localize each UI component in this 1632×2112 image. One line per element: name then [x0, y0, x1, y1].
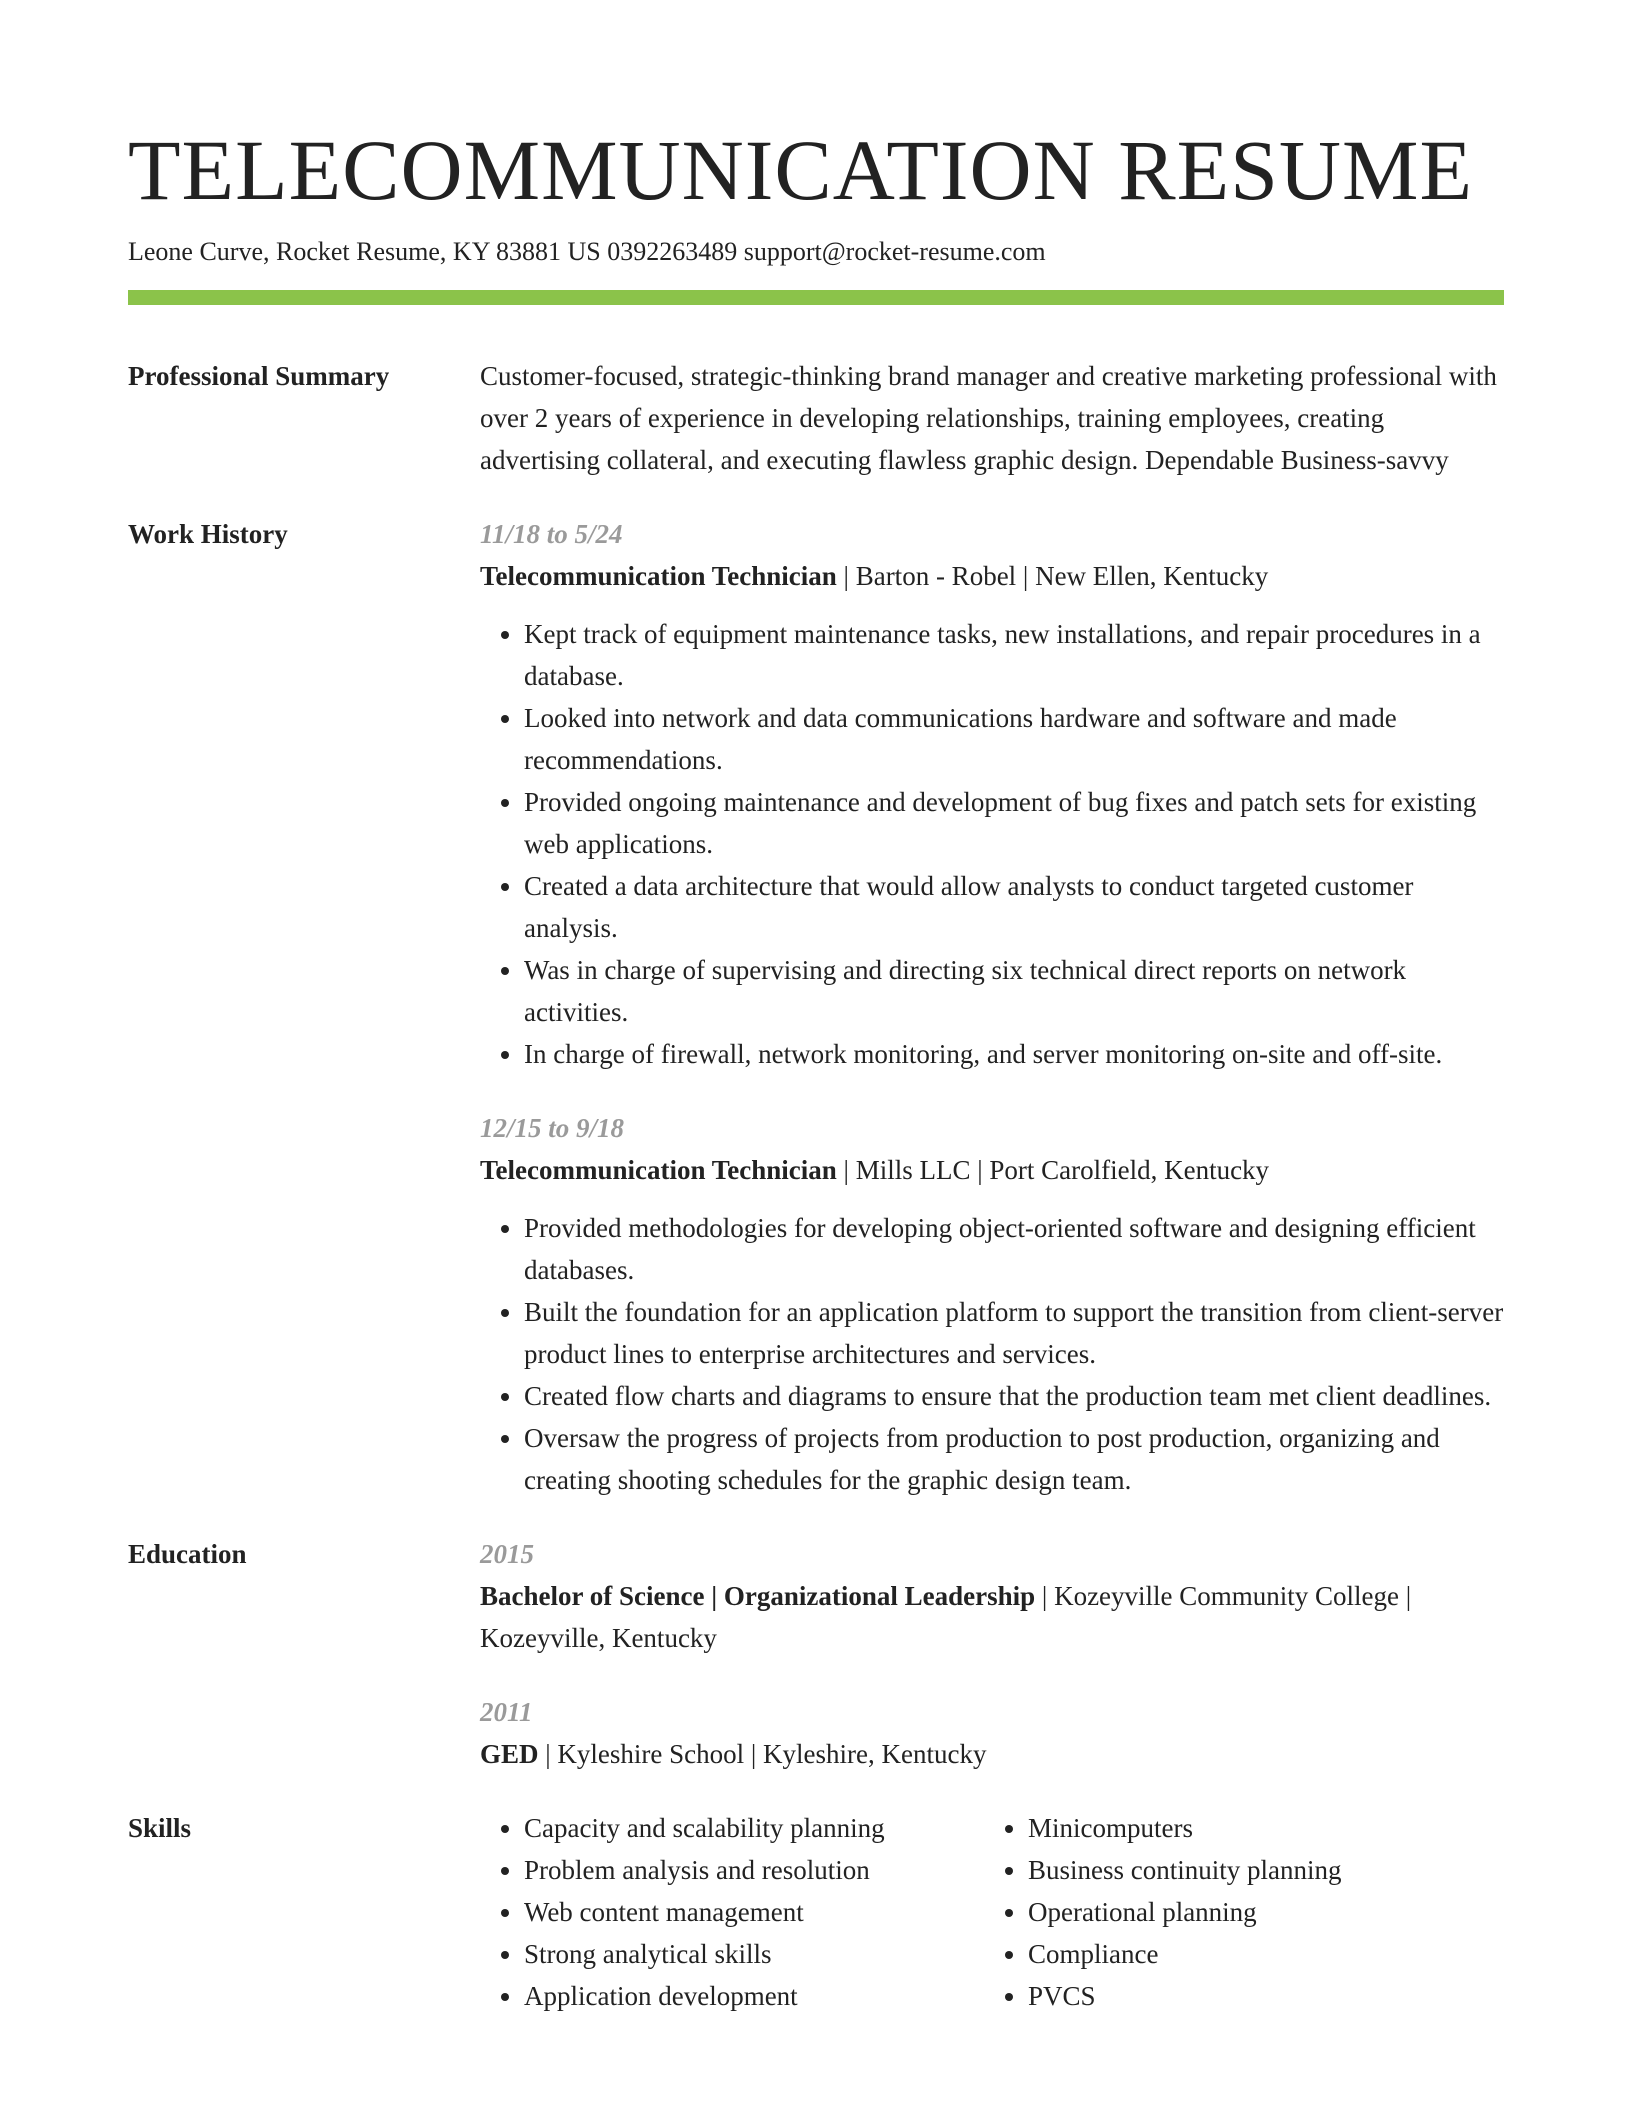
job-title-line — [480, 1149, 1504, 1191]
education-year: 2015 — [480, 1539, 534, 1569]
job-dates: 12/15 to 9/18 — [480, 1113, 625, 1143]
job-bullet: • Oversaw the progress of projects from production to post production, organizing and creating shooting schedules for the graphic design team. — [524, 1417, 1504, 1501]
education-line — [480, 1575, 1504, 1659]
summary-section — [128, 355, 1504, 481]
job-title: Telecommunication Technician — [480, 561, 837, 591]
resume-page — [128, 0, 1504, 2017]
skill-item: • Compliance — [1028, 1933, 1504, 1975]
skill-item: • Application development — [524, 1975, 984, 2017]
job-dates: 11/18 to 5/24 — [480, 519, 623, 549]
section-label-education: Education — [128, 1539, 247, 1569]
skill-item: • Strong analytical skills — [524, 1933, 984, 1975]
job-bullet: • Looked into network and data communications hardware and software and made recommendations. — [524, 697, 1504, 781]
work-history-section — [128, 513, 1504, 1501]
skill-item: • PVCS — [1028, 1975, 1504, 2017]
section-label-work-history: Work History — [128, 519, 288, 549]
section-label-skills: Skills — [128, 1813, 192, 1843]
skill-item: • Problem analysis and resolution — [524, 1849, 984, 1891]
skills-list-left — [480, 1807, 984, 2017]
job-details: | Mills LLC | Port Carolfield, Kentucky — [836, 1155, 1270, 1185]
job-title-line — [480, 555, 1504, 597]
job-details: | Barton - Robel | New Ellen, Kentucky — [836, 561, 1269, 591]
education-details: | Kyleshire School | Kyleshire, Kentucky — [538, 1739, 987, 1769]
education-entry — [480, 1691, 1504, 1775]
skills-columns — [480, 1807, 1504, 2017]
education-degree: Bachelor of Science | Organizational Leadership — [480, 1581, 1036, 1611]
job-bullet: • Created flow charts and diagrams to ensure that the production team met client deadlines. — [524, 1375, 1504, 1417]
job-bullet: • Built the foundation for an application platform to support the transition from client-server product lines to enterprise architectures and services. — [524, 1291, 1504, 1375]
education-details: | Kozeyville Community College | Kozeyville, Kentucky — [480, 1581, 1412, 1653]
job-bullets — [480, 1207, 1504, 1501]
section-label-summary: Professional Summary — [128, 361, 390, 391]
job-title: Telecommunication Technician — [480, 1155, 837, 1185]
skills-section — [128, 1807, 1504, 2017]
skill-item: • Web content management — [524, 1891, 984, 1933]
education-year: 2011 — [480, 1697, 533, 1727]
skill-item: • Capacity and scalability planning — [524, 1807, 984, 1849]
skill-item: • Business continuity planning — [1028, 1849, 1504, 1891]
education-entry — [480, 1533, 1504, 1659]
skills-list-right — [984, 1807, 1504, 2017]
job-bullets — [480, 613, 1504, 1075]
contact-line: Leone Curve, Rocket Resume, KY 83881 US 0392263489 support@rocket-resume.com — [128, 237, 1046, 266]
job-bullet: • In charge of firewall, network monitoring, and server monitoring on-site and off-site. — [524, 1033, 1504, 1075]
job-bullet: • Provided methodologies for developing object-oriented software and designing efficient databases. — [524, 1207, 1504, 1291]
job-entry — [480, 513, 1504, 1075]
header-divider — [128, 290, 1504, 305]
summary-text: Customer-focused, strategic-thinking brand manager and creative marketing professional with over 2 years of experience in developing relationships, training employees, creating advertising collateral, and executing flawless graphic design. Dependable Business-savvy — [480, 361, 1497, 475]
job-entry — [480, 1107, 1504, 1501]
job-bullet: • Created a data architecture that would allow analysts to conduct targeted customer analysis. — [524, 865, 1504, 949]
education-section — [128, 1533, 1504, 1775]
education-line — [480, 1733, 1504, 1775]
skill-item: • Operational planning — [1028, 1891, 1504, 1933]
job-bullet: • Was in charge of supervising and directing six technical direct reports on network activities. — [524, 949, 1504, 1033]
skill-item: • Minicomputers — [1028, 1807, 1504, 1849]
job-bullet: • Kept track of equipment maintenance tasks, new installations, and repair procedures in a database. — [524, 613, 1504, 697]
resume-title: TELECOMMUNICATION RESUME — [128, 122, 1474, 218]
job-bullet: • Provided ongoing maintenance and development of bug fixes and patch sets for existing web applications. — [524, 781, 1504, 865]
education-degree: GED — [480, 1739, 539, 1769]
